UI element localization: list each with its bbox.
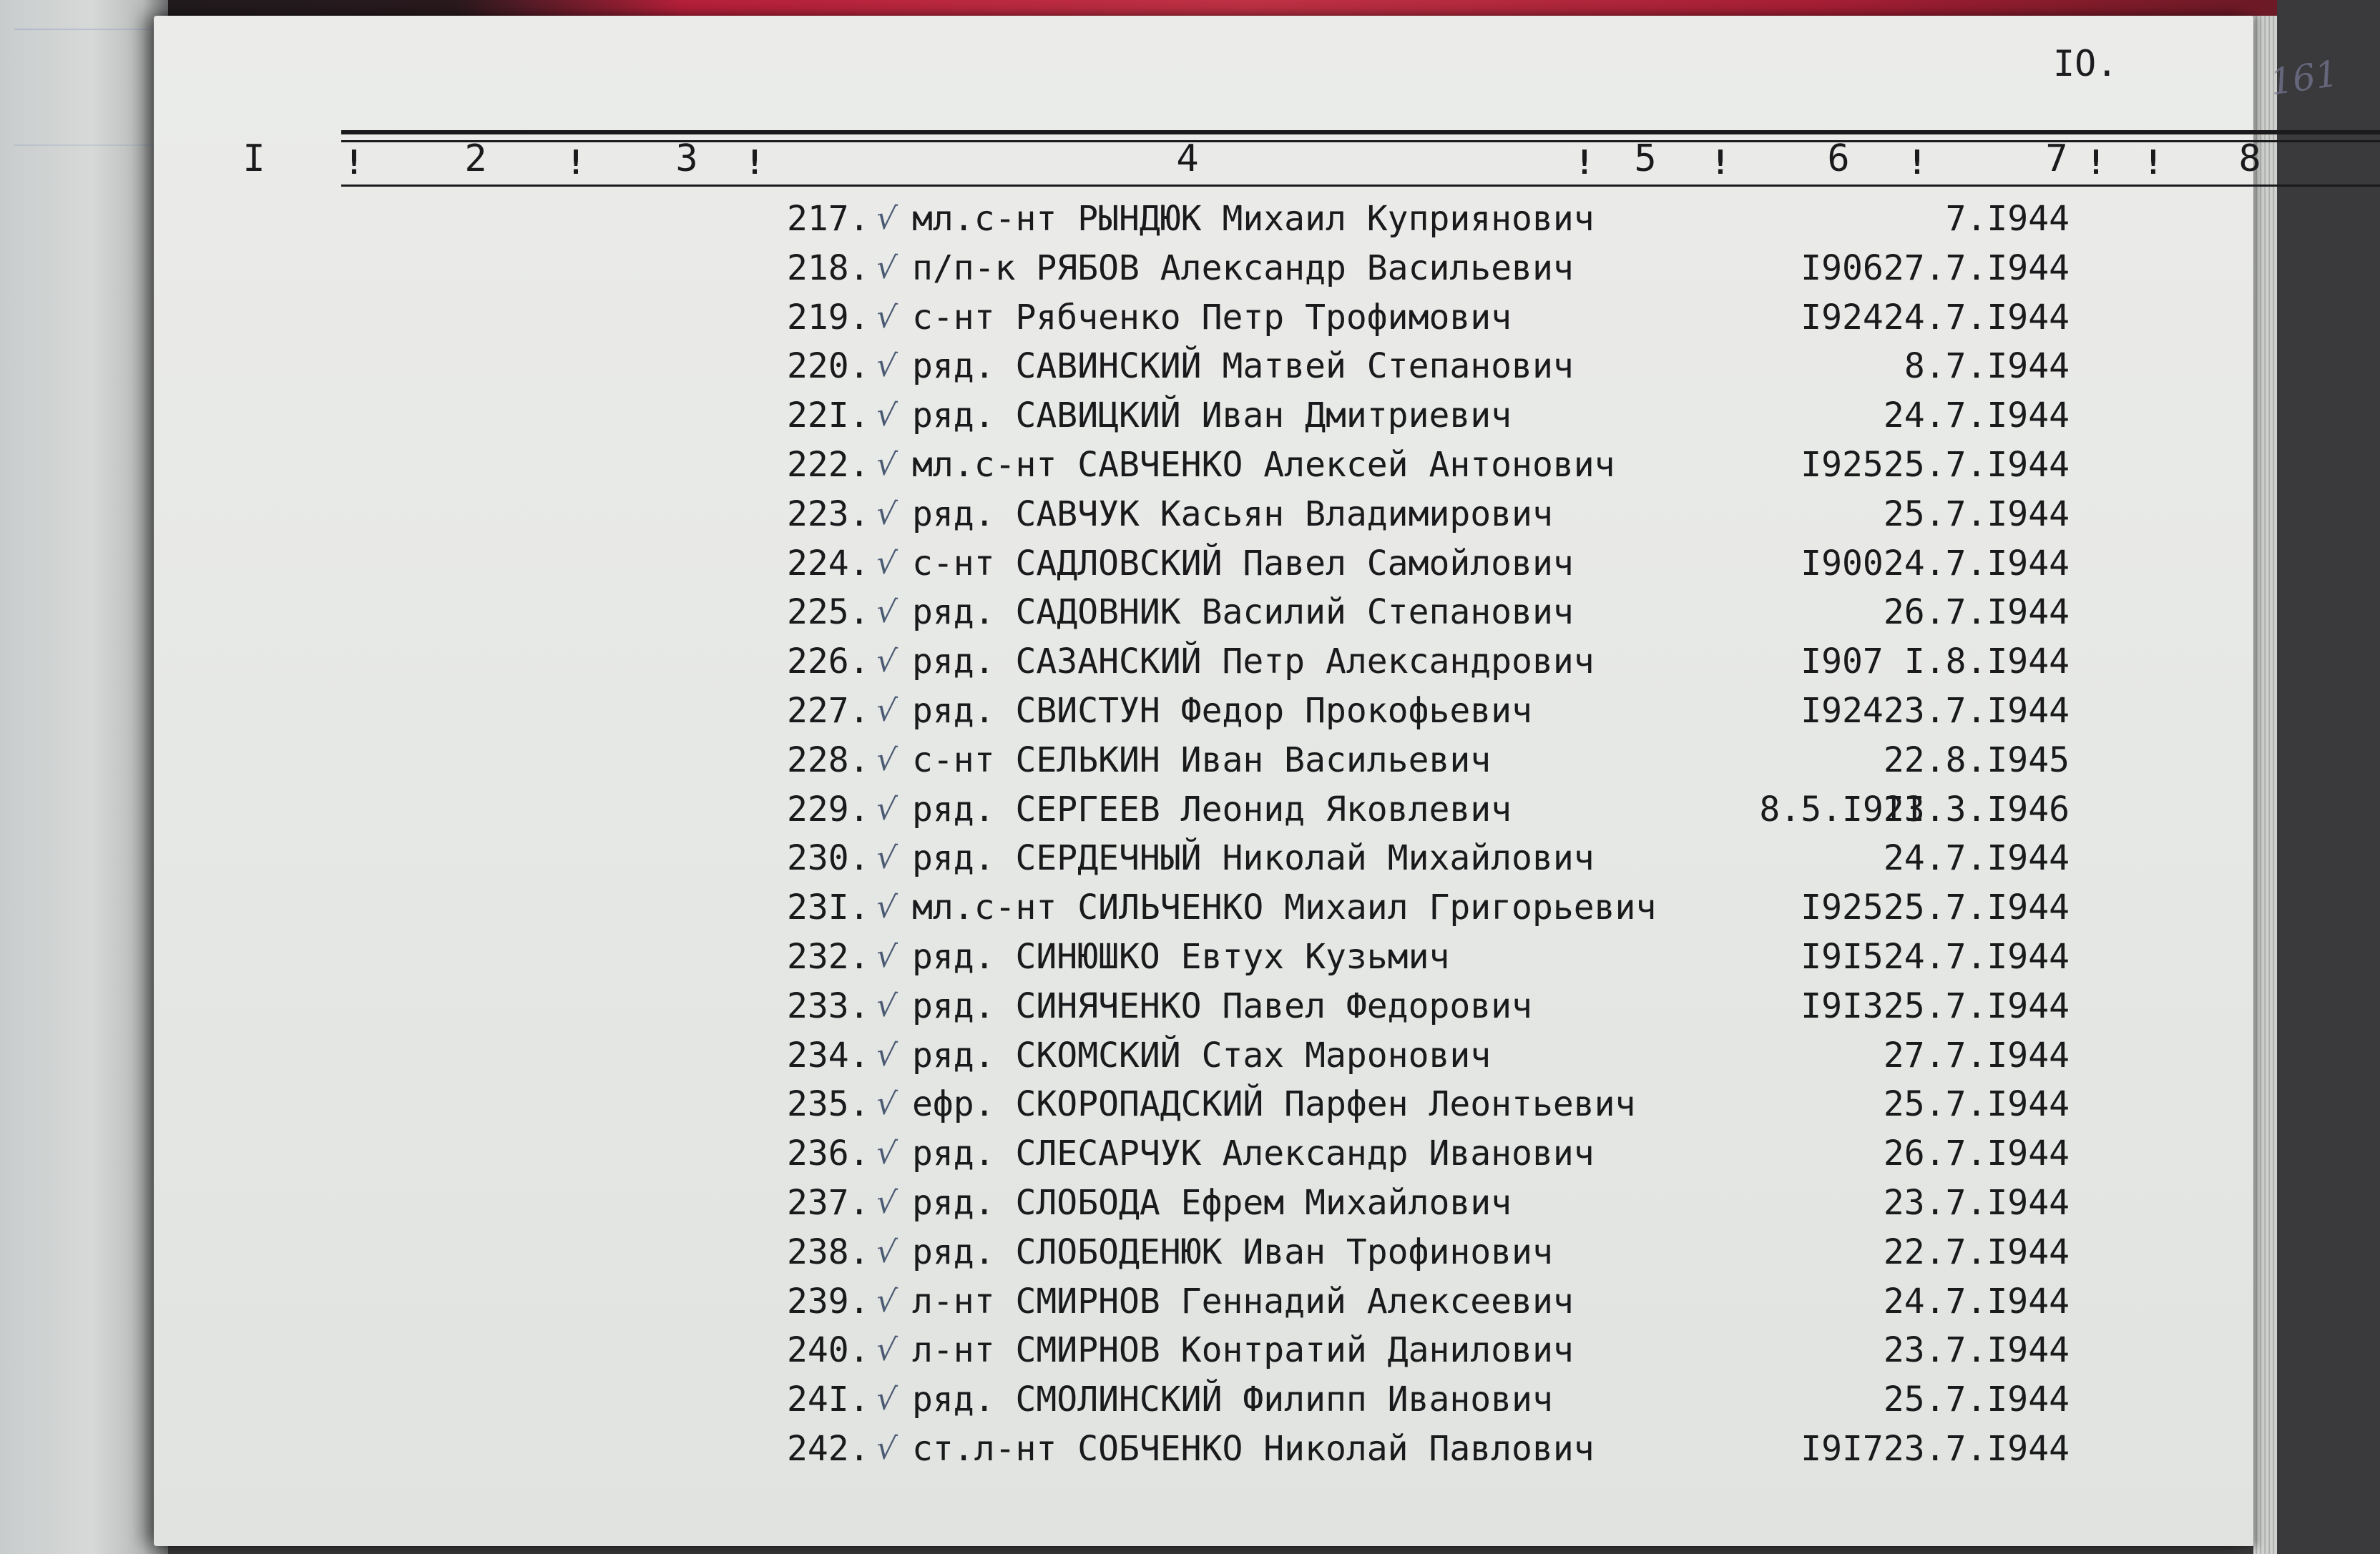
- column-separator: !: [344, 143, 364, 182]
- rank-and-name: ряд. САВИЦКИЙ Иван Дмитриевич: [912, 395, 1512, 436]
- table-row: [154, 1425, 2253, 1473]
- date-text: 24.7.I944: [1883, 543, 2070, 584]
- table-row: [154, 1277, 2253, 1326]
- rank-and-name: ряд. СЛЕСАРЧУК Александр Иванович: [912, 1133, 1595, 1174]
- column-header-3: 3: [675, 137, 698, 180]
- date-text: 26.7.I944: [1883, 1133, 2070, 1174]
- table-row: [154, 883, 2253, 932]
- page-stack-edge: [2253, 16, 2277, 1554]
- table-row: [154, 933, 2253, 981]
- check-mark-icon: √: [874, 297, 898, 336]
- birth-year-text: I9I5: [1801, 937, 1884, 977]
- table-row: [154, 785, 2253, 834]
- check-mark-icon: √: [874, 593, 898, 631]
- rank-and-name: ст.л-нт СОБЧЕНКО Николай Павлович: [912, 1429, 1595, 1469]
- row-number: 218.: [787, 247, 870, 288]
- row-number: 232.: [787, 937, 870, 977]
- column-separator: !: [1710, 143, 1730, 182]
- row-number: 234.: [787, 1035, 870, 1076]
- table-row: [154, 244, 2253, 292]
- column-separator: !: [1575, 143, 1595, 182]
- birth-year-text: I925: [1801, 887, 1884, 928]
- table-row: [154, 1375, 2253, 1424]
- rank-and-name: ряд. САДОВНИК Василий Степанович: [912, 592, 1574, 633]
- birth-year-text: I9I7: [1801, 1429, 1884, 1469]
- check-mark-icon: √: [874, 1429, 898, 1468]
- row-number: 240.: [787, 1330, 870, 1371]
- column-header-8: 8: [2238, 137, 2261, 180]
- date-text: 26.7.I944: [1883, 592, 2070, 633]
- header-rule-top-thin: [341, 140, 2380, 142]
- row-number: 236.: [787, 1133, 870, 1174]
- date-text: 27.7.I944: [1883, 1035, 2070, 1076]
- rank-and-name: ряд. СИНЯЧЕНКО Павел Федорович: [912, 985, 1532, 1026]
- check-mark-icon: √: [874, 395, 898, 435]
- date-text: 23.7.I944: [1883, 1429, 2070, 1469]
- check-mark-icon: √: [874, 199, 898, 238]
- check-mark-icon: √: [874, 937, 898, 976]
- check-mark-icon: √: [874, 986, 898, 1026]
- header-rule-top: [341, 130, 2380, 134]
- table-row: [154, 982, 2253, 1031]
- table-row: [154, 1080, 2253, 1128]
- table-row: [154, 736, 2253, 785]
- table-row: [154, 1326, 2253, 1374]
- birth-year-text: I906: [1801, 247, 1884, 288]
- birth-year-text: I907: [1801, 641, 1884, 682]
- rank-and-name: с-нт САДЛОВСКИЙ Павел Самойлович: [912, 543, 1574, 584]
- check-mark-icon: √: [874, 1183, 898, 1222]
- header-rule-bottom: [341, 185, 2380, 187]
- column-separator: !: [2086, 143, 2106, 182]
- row-number: 238.: [787, 1231, 870, 1272]
- rank-and-name: л-нт СМИРНОВ Геннадий Алексеевич: [912, 1281, 1574, 1322]
- row-number: 230.: [787, 838, 870, 879]
- check-mark-icon: √: [874, 544, 898, 582]
- check-mark-icon: √: [874, 1331, 898, 1369]
- row-number: 235.: [787, 1084, 870, 1125]
- rank-and-name: ряд. СЛОБОДА Ефрем Михайлович: [912, 1183, 1512, 1223]
- row-number: 233.: [787, 985, 870, 1026]
- table-row: [154, 687, 2253, 735]
- check-mark-icon: √: [874, 641, 898, 681]
- table-row: [154, 441, 2253, 489]
- check-mark-icon: √: [874, 1282, 898, 1320]
- date-text: 8.7.I944: [1904, 346, 2070, 387]
- row-number: 22I.: [787, 395, 870, 436]
- date-text: I.8.I944: [1904, 641, 2070, 682]
- row-number: 220.: [787, 346, 870, 387]
- page-number: IO.: [2053, 43, 2118, 84]
- table-row: [154, 1129, 2253, 1178]
- table-row: [154, 195, 2253, 243]
- rank-and-name: ряд. САВЧУК Касьян Владимирович: [912, 493, 1553, 534]
- birth-year-text: I900: [1801, 543, 1884, 584]
- table-row: [154, 539, 2253, 588]
- rank-and-name: с-нт Рябченко Петр Трофимович: [912, 297, 1512, 338]
- check-mark-icon: √: [874, 740, 898, 780]
- date-text: 23.7.I944: [1883, 691, 2070, 731]
- date-text: 23.7.I944: [1883, 1330, 2070, 1371]
- rank-and-name: ряд. САЗАНСКИЙ Петр Александрович: [912, 641, 1595, 682]
- table-row: [154, 490, 2253, 539]
- table-row: [154, 293, 2253, 342]
- rank-and-name: л-нт СМИРНОВ Контратий Данилович: [912, 1330, 1574, 1371]
- document-page: [154, 16, 2341, 1546]
- rank-and-name: п/п-к РЯБОВ Александр Васильевич: [912, 247, 1574, 288]
- date-text: 25.7.I944: [1883, 1084, 2070, 1125]
- date-text: II.3.I946: [1883, 789, 2070, 830]
- row-number: 24I.: [787, 1380, 870, 1420]
- row-number: 226.: [787, 641, 870, 682]
- column-header-7: 7: [2045, 137, 2068, 180]
- rank-and-name: мл.с-нт САВЧЕНКО Алексей Антонович: [912, 445, 1615, 485]
- column-header-6: 6: [1827, 137, 1850, 180]
- table-row: [154, 1228, 2253, 1277]
- check-mark-icon: √: [874, 691, 898, 730]
- date-text: 22.7.I944: [1883, 1231, 2070, 1272]
- archive-page-number: 161: [2267, 52, 2341, 104]
- check-mark-icon: √: [874, 445, 898, 484]
- check-mark-icon: √: [874, 1036, 898, 1074]
- rank-and-name: мл.с-нт СИЛЬЧЕНКО Михаил Григорьевич: [912, 887, 1657, 928]
- rank-and-name: ряд. СМОЛИНСКИЙ Филипп Иванович: [912, 1380, 1553, 1420]
- check-mark-icon: √: [874, 790, 898, 828]
- birth-year-text: I925: [1801, 445, 1884, 485]
- table-row: [154, 342, 2253, 390]
- left-facing-page: [0, 0, 168, 1554]
- rank-and-name: ряд. СИНЮШКО Евтух Кузьмич: [912, 937, 1450, 977]
- date-text: 7.I944: [1945, 199, 2070, 239]
- rank-and-name: ряд. СВИСТУН Федор Прокофьевич: [912, 691, 1532, 731]
- check-mark-icon: √: [874, 248, 898, 287]
- rank-and-name: ряд. СЕРГЕЕВ Леонид Яковлевич: [912, 789, 1512, 830]
- row-number: 217.: [787, 199, 870, 239]
- column-separator: !: [1907, 143, 1927, 182]
- rank-and-name: ефр. СКОРОПАДСКИЙ Парфен Леонтьевич: [912, 1084, 1636, 1125]
- date-text: 24.7.I944: [1883, 395, 2070, 436]
- date-text: 24.7.I944: [1883, 937, 2070, 977]
- check-mark-icon: √: [874, 887, 898, 927]
- check-mark-icon: √: [874, 839, 898, 877]
- column-header-2: 2: [464, 137, 487, 180]
- date-text: 25.7.I944: [1883, 887, 2070, 928]
- date-text: 24.7.I944: [1883, 838, 2070, 879]
- date-text: 25.7.I944: [1883, 493, 2070, 534]
- date-text: 24.7.I944: [1883, 297, 2070, 338]
- row-number: 229.: [787, 789, 870, 830]
- check-mark-icon: √: [874, 1380, 898, 1419]
- row-number: 222.: [787, 445, 870, 485]
- rank-and-name: ряд. СКОМСКИЙ Стах Маронович: [912, 1035, 1492, 1076]
- rank-and-name: с-нт СЕЛЬКИН Иван Васильевич: [912, 739, 1492, 780]
- check-mark-icon: √: [874, 1085, 898, 1123]
- check-mark-icon: √: [874, 1133, 898, 1173]
- date-text: 23.7.I944: [1883, 1183, 2070, 1223]
- table-row: [154, 637, 2253, 686]
- birth-year-text: I924: [1801, 691, 1884, 731]
- row-number: 224.: [787, 543, 870, 584]
- column-header-5: 5: [1634, 137, 1657, 180]
- row-number: 228.: [787, 739, 870, 780]
- column-header-1: I: [243, 137, 265, 180]
- column-separator: !: [745, 143, 765, 182]
- date-text: 27.7.I944: [1883, 247, 2070, 288]
- date-text: 22.8.I945: [1883, 739, 2070, 780]
- birth-year-text: I9I3: [1801, 985, 1884, 1026]
- rank-and-name: ряд. САВИНСКИЙ Матвей Степанович: [912, 346, 1574, 387]
- left-page-ruling: [14, 29, 157, 146]
- rank-and-name: мл.с-нт РЫНДЮК Михаил Куприянович: [912, 199, 1595, 239]
- row-number: 237.: [787, 1183, 870, 1223]
- table-row: [154, 391, 2253, 440]
- column-separator: !: [566, 143, 586, 182]
- row-number: 219.: [787, 297, 870, 338]
- column-separator: !: [2143, 143, 2163, 182]
- table-row: [154, 588, 2253, 636]
- table-row: [154, 1179, 2253, 1227]
- row-number: 242.: [787, 1429, 870, 1469]
- date-text: 24.7.I944: [1883, 1281, 2070, 1322]
- table-row: [154, 1031, 2253, 1080]
- check-mark-icon: √: [874, 347, 898, 385]
- check-mark-icon: √: [874, 1232, 898, 1272]
- row-number: 23I.: [787, 887, 870, 928]
- row-number: 239.: [787, 1281, 870, 1322]
- row-number: 223.: [787, 493, 870, 534]
- rank-and-name: ряд. СЛОБОДЕНЮК Иван Трофинович: [912, 1231, 1553, 1272]
- check-mark-icon: √: [874, 494, 898, 533]
- table-row: [154, 834, 2253, 882]
- date-text: 25.7.I944: [1883, 1380, 2070, 1420]
- date-text: 25.7.I944: [1883, 985, 2070, 1026]
- rank-and-name: ряд. СЕРДЕЧНЫЙ Николай Михайлович: [912, 838, 1595, 879]
- date-text: 25.7.I944: [1883, 445, 2070, 485]
- column-header-4: 4: [1176, 137, 1199, 180]
- row-number: 227.: [787, 691, 870, 731]
- birth-year-text: 8.5.I923: [1759, 789, 1925, 830]
- birth-year-text: I924: [1801, 297, 1884, 338]
- row-number: 225.: [787, 592, 870, 633]
